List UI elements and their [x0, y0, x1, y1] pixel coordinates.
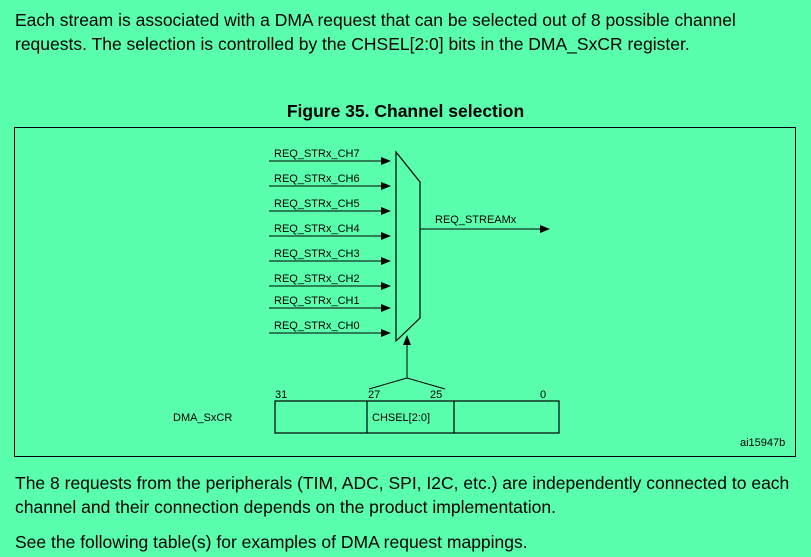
input-label-ch2: REQ_STRx_CH2	[274, 273, 360, 285]
figure-frame	[14, 127, 796, 457]
input-labels	[274, 148, 360, 332]
input-label-ch0: REQ_STRx_CH0	[274, 320, 360, 332]
bit-25-label: 25	[430, 389, 443, 401]
bit-31-label: 31	[275, 389, 288, 401]
input-label-ch5: REQ_STRx_CH5	[274, 198, 360, 210]
multiplexer-shape	[396, 152, 420, 341]
output-label: REQ_STREAMx	[435, 214, 517, 226]
channel-selection-diagram	[15, 128, 795, 456]
bit-27-label: 27	[368, 389, 381, 401]
input-label-ch7: REQ_STRx_CH7	[274, 148, 360, 160]
see-tables-paragraph: See the following table(s) for examples of DMA request mappings.	[15, 532, 528, 552]
chsel-field-label: CHSEL[2:0]	[372, 412, 431, 424]
register-name-label: DMA_SxCR	[173, 412, 233, 424]
input-label-ch4: REQ_STRx_CH4	[274, 223, 360, 235]
input-label-ch6: REQ_STRx_CH6	[274, 173, 360, 185]
bit-0-label: 0	[540, 389, 547, 401]
select-connector	[369, 336, 445, 389]
figure-title: Figure 35. Channel selection	[286, 101, 525, 121]
intro-paragraph: Each stream is associated with a DMA request that can be selected out of 8 possible channel requests. The selection is controlled by the CHSEL[2:0] bits in the DMA_SxCR register.	[15, 10, 736, 54]
input-label-ch3: REQ_STRx_CH3	[274, 248, 360, 260]
figure-id-label: ai15947b	[740, 437, 786, 449]
input-lines	[269, 161, 390, 333]
connection-paragraph: The 8 requests from the peripherals (TIM, ADC, SPI, I2C, etc.) are independently connected to each channel and their connection depends on the product implementation.	[15, 473, 790, 517]
input-label-ch1: REQ_STRx_CH1	[274, 295, 360, 307]
